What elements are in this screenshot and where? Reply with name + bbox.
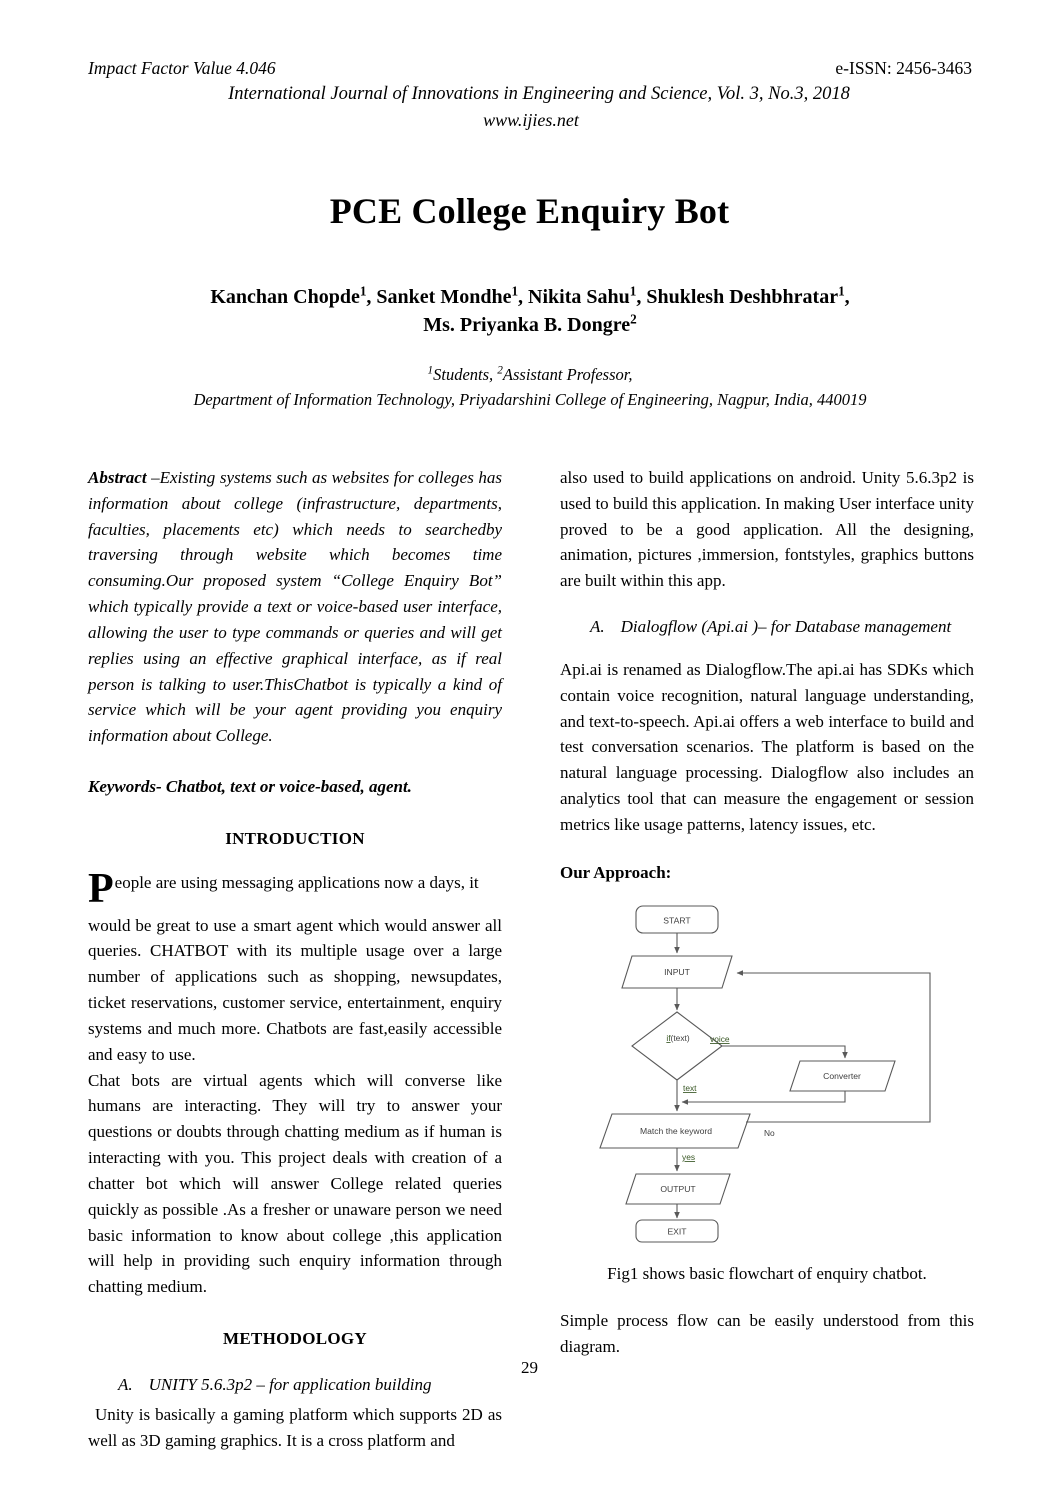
author-line-separator: , (844, 286, 850, 308)
flowchart-label-input: INPUT (664, 966, 690, 977)
our-approach-heading: Our Approach: (560, 862, 672, 882)
author-5-affil-marker: 2 (630, 311, 637, 327)
drop-cap-letter: P (88, 865, 114, 912)
flowchart-edge-label-voice: voice (710, 1033, 730, 1044)
flowchart-node-exit (636, 1220, 718, 1242)
author-list (110, 283, 950, 340)
affil-role-2: Assistant Professor, (502, 365, 633, 384)
flowchart-node-output (626, 1174, 730, 1204)
flowchart-svg (560, 898, 974, 1243)
author-1-name: Kanchan Chopde (210, 286, 360, 308)
section-heading-introduction: INTRODUCTION (225, 828, 365, 848)
subsection-heading-dialogflow (560, 614, 974, 640)
intro-first-paragraph (88, 865, 502, 912)
abstract-label: Abstract (88, 468, 152, 487)
flow-edge-converter-to-match (682, 1091, 845, 1102)
author-1-affil-marker: 1 (359, 283, 367, 299)
author-4-name: , Shuklesh Deshbhratar (636, 286, 839, 308)
flowchart-label-decision: if(text) (666, 1032, 690, 1043)
page-title: PCE College Enquiry Bot (329, 191, 730, 231)
eissn-value: e-ISSN: 2456-3463 (835, 58, 972, 78)
affil-department: Department of Information Technology, Priyadarshini College of Engineering, Nagpur, India, 440019 (193, 389, 867, 409)
subsection-title-unity: UNITY 5.6.3p2 – for application building (148, 1374, 432, 1394)
author-4-affil-marker: 1 (838, 283, 845, 299)
unity-paragraph: Unity is basically a gaming platform which supports 2D as well as 3D gaming graphics. It is a cross platform and (88, 1404, 502, 1450)
flowchart-figure (560, 898, 974, 1243)
flowchart-edge-label-yes: yes (682, 1151, 696, 1162)
figure-note-paragraph: Simple process flow can be easily understood from this diagram. (560, 1311, 974, 1357)
left-column (88, 465, 502, 1453)
flowchart-node-input (622, 956, 732, 988)
subsection-letter-a-right: A. (590, 617, 605, 637)
flowchart-label-exit: EXIT (667, 1226, 687, 1237)
right-column (560, 465, 974, 1360)
figure-caption: Fig1 shows basic flowchart of enquiry chatbot. (607, 1263, 927, 1283)
intro-paragraph-1: would be great to use a smart agent which would answer all queries. CHATBOT with its multiple usage over a large number of applications such as shopping, newsupdates, ticket reservations, customer service, entertainment, enquiry systems and much more. Chatbots are fast,easily accessible and easy to use. (88, 915, 502, 1064)
decision-if-token: if (666, 1032, 671, 1043)
intro-first-line: eople are using messaging applications now a days, it (114, 872, 479, 892)
abstract-paragraph (88, 465, 502, 749)
running-head (88, 58, 972, 131)
flowchart-label-start: START (663, 915, 691, 926)
subsection-letter-a: A. (118, 1374, 133, 1394)
masthead-top-row (88, 58, 972, 79)
affil-marker-1: 1 (427, 364, 434, 377)
intro-paragraph-2: Chat bots are virtual agents which will converse like humans are interacting. They will try to answer your questions or doubts through chatting medium as if human is interacting with you. This project deals with creation of a chatter bot which will answer College related queries quickly as possible .As a fresher or unaware person we need basic information to know about college ,this application will help in providing such enquiry information through chatting medium. (88, 1070, 502, 1297)
section-heading-methodology: METHODOLOGY (222, 1329, 368, 1349)
page-number: 29 (521, 1358, 538, 1377)
flowchart-label-match: Match the keyword (639, 1125, 713, 1136)
flowchart-node-converter (790, 1061, 895, 1091)
impact-factor-value: Impact Factor Value 4.046 (88, 58, 276, 78)
flow-edge-match-no-to-input (737, 973, 930, 1122)
author-3-name: , Nikita Sahu (518, 286, 630, 308)
flowchart-label-converter: Converter (823, 1070, 861, 1081)
affil-role-1: Students (433, 365, 490, 384)
journal-url: www.ijies.net (483, 110, 579, 130)
dialogflow-paragraph: Api.ai is renamed as Dialogflow.The api.ai has SDKs which contain voice recognition, natural language understanding, and text-to-speech. Api.ai offers a web interface to build and test conversation scenarios. The platform is based on the natural language processing. Dialogflow also includes an analytics tool that can measure the engagement or session metrics like usage patterns, latency issues, etc. (560, 659, 974, 834)
subsection-title-dialogflow: Dialogflow (Api.ai )– for Database management (620, 617, 952, 637)
author-3-affil-marker: 1 (629, 283, 637, 299)
flow-edge-decision-to-converter (722, 1046, 845, 1058)
flowchart-node-start (636, 906, 718, 933)
flowchart-label-output: OUTPUT (660, 1183, 696, 1194)
keywords-line: Keywords- Chatbot, text or voice-based, agent. (88, 777, 412, 797)
author-2-name: , Sanket Mondhe (366, 286, 512, 308)
affiliation-block (80, 363, 980, 413)
author-5-name: Ms. Priyanka B. Dongre (423, 314, 631, 337)
journal-citation: International Journal of Innovations in Engineering and Science, Vol. 3, No.3, 2018 (228, 84, 850, 104)
flowchart-node-decision (632, 1012, 722, 1080)
unity-continuation-paragraph: also used to build applications on android. Unity 5.6.3p2 is used to build this application. In making User interface unity proved to be a good application. All the designing, animation, pictures ,immersion, fontstyles, graphics buttons are built within this app. (560, 468, 974, 591)
flowchart-edge-label-no: No (764, 1127, 775, 1138)
flowchart-node-match (600, 1114, 750, 1148)
affil-separator: , (489, 365, 498, 384)
abstract-body: –Existing systems such as websites for colleges has information about college (infrastructure, departments, faculties, placements etc) which needs to searchedby traversing through website which becomes time consuming.Our proposed system “College Enquiry Bot” which typically provide a text or voice-based user interface, allowing the user to type commands or queries and will get replies using an effective graphical interface, as if real person is talking to user.ThisChatbot is typically a kind of service which will be your agent providing you enquiry information about College. (88, 468, 502, 746)
author-2-affil-marker: 1 (511, 283, 519, 299)
affil-marker-2: 2 (497, 364, 503, 377)
flowchart-edge-label-text: text (683, 1082, 697, 1093)
